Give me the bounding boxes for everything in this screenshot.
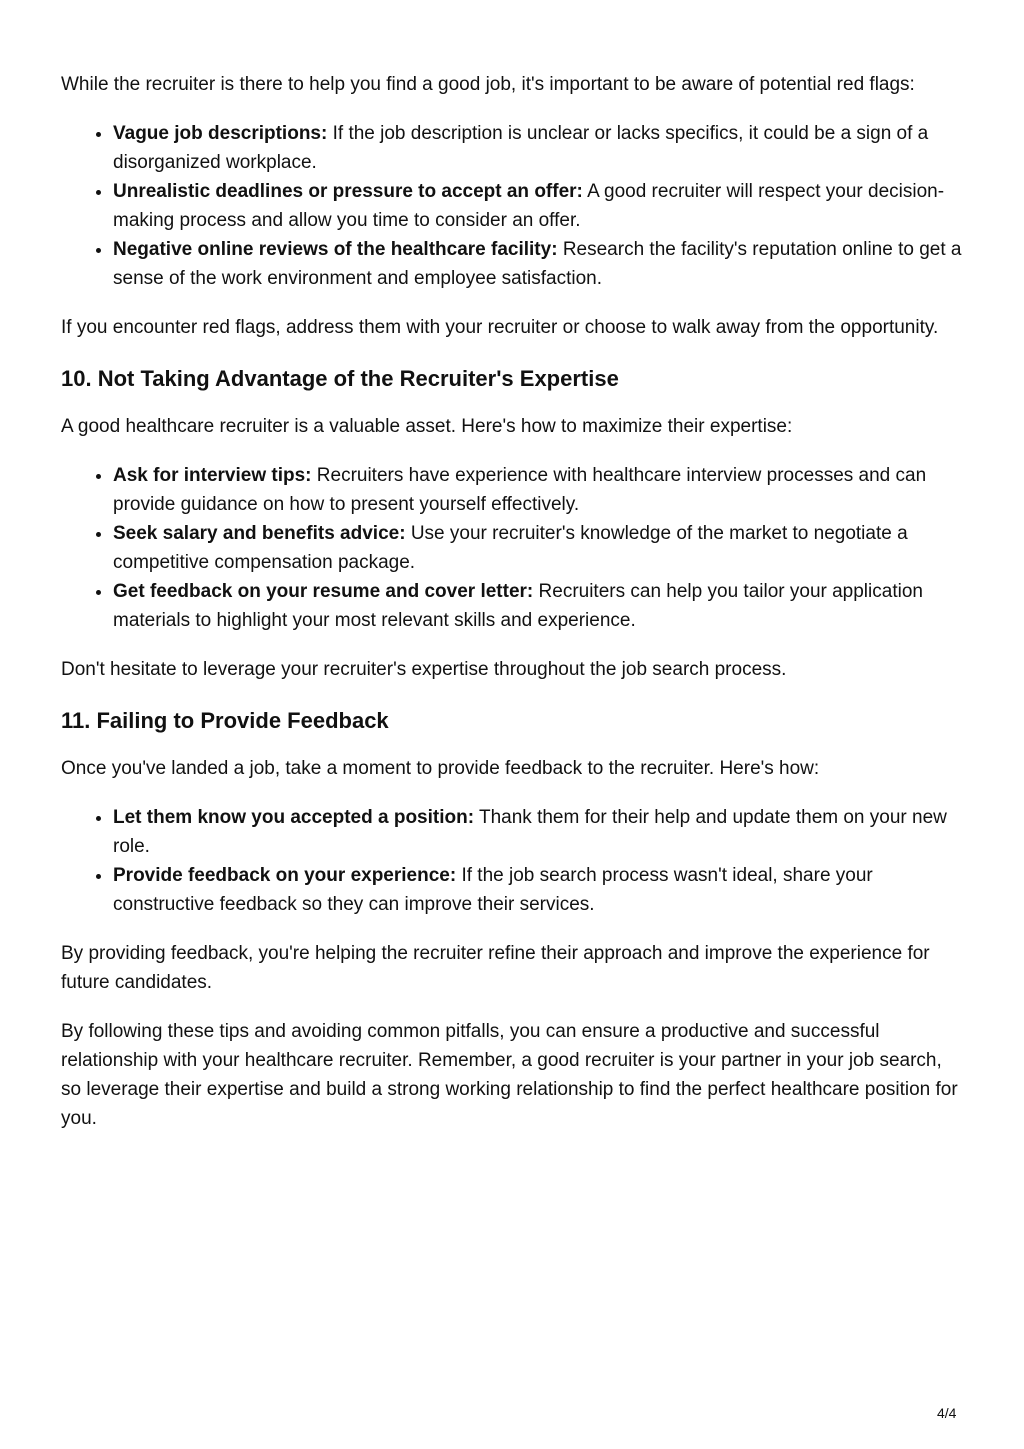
list-item <box>113 177 965 235</box>
red-flags-intro: While the recruiter is there to help you find a good job, it's important to be aware of potential red flags: <box>61 74 915 95</box>
list-item-label: Unrealistic deadlines or pressure to accept an offer: <box>113 181 583 202</box>
list-item-label: Let them know you accepted a position: <box>113 807 475 828</box>
conclusion-paragraph: By following these tips and avoiding common pitfalls, you can ensure a productive and successful relationship with your healthcare recruiter. Remember, a good recruiter is your partner in your job search, so leverage their expertise and build a strong working relationship to find the perfect healthcare position for you. <box>61 1021 958 1129</box>
section-11-intro: Once you've landed a job, take a moment to provide feedback to the recruiter. Here's how: <box>61 758 820 779</box>
list-item-label: Provide feedback on your experience: <box>113 865 457 886</box>
section-11-heading: 11. Failing to Provide Feedback <box>61 708 389 733</box>
list-item-text: Thank them for their help and update them on your new role. <box>113 807 947 857</box>
list-item-text: Use your recruiter's knowledge of the market to negotiate a competitive compensation package. <box>113 523 908 573</box>
list-item-label: Get feedback on your resume and cover letter: <box>113 581 534 602</box>
page-number: 4/4 <box>937 1405 957 1421</box>
list-item <box>113 461 965 519</box>
list-item <box>113 119 965 177</box>
list-item-label: Vague job descriptions: <box>113 123 328 144</box>
list-item <box>113 519 965 577</box>
red-flags-list <box>61 119 965 293</box>
section-11-list <box>61 803 965 919</box>
list-item <box>113 861 965 919</box>
list-item-label: Seek salary and benefits advice: <box>113 523 406 544</box>
document-page <box>61 70 965 1133</box>
list-item-text: If the job search process wasn't ideal, share your constructive feedback so they can improve their services. <box>113 865 873 915</box>
section-10-intro: A good healthcare recruiter is a valuable asset. Here's how to maximize their expertise: <box>61 416 793 437</box>
list-item <box>113 803 965 861</box>
red-flags-outro: If you encounter red flags, address them with your recruiter or choose to walk away from the opportunity. <box>61 317 939 338</box>
list-item-text: Research the facility's reputation online to get a sense of the work environment and employee satisfaction. <box>113 239 962 289</box>
section-10-outro: Don't hesitate to leverage your recruiter's expertise throughout the job search process. <box>61 659 787 680</box>
list-item-text: A good recruiter will respect your decision-making process and allow you time to consider an offer. <box>113 181 945 231</box>
list-item <box>113 577 965 635</box>
list-item-label: Negative online reviews of the healthcare facility: <box>113 239 558 260</box>
list-item-text: Recruiters have experience with healthcare interview processes and can provide guidance on how to present yourself effectively. <box>113 465 927 515</box>
section-10-list <box>61 461 965 635</box>
list-item-text: Recruiters can help you tailor your application materials to highlight your most relevant skills and experience. <box>113 581 923 631</box>
list-item <box>113 235 965 293</box>
section-11-outro: By providing feedback, you're helping the recruiter refine their approach and improve the experience for future candidates. <box>61 943 930 993</box>
list-item-text: If the job description is unclear or lacks specifics, it could be a sign of a disorganized workplace. <box>113 123 929 173</box>
list-item-label: Ask for interview tips: <box>113 465 312 486</box>
section-10-heading: 10. Not Taking Advantage of the Recruiter's Expertise <box>61 366 619 391</box>
